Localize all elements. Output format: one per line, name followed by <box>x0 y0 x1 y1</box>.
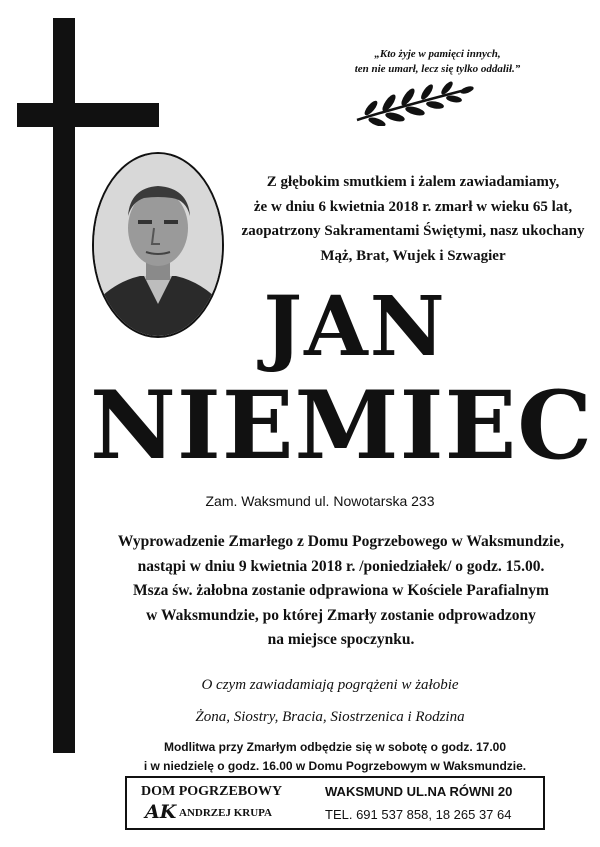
details-line-4: w Waksmundzie, po której Zmarły zostanie odprowadzony <box>146 606 536 624</box>
intro-line-2: że w dniu 6 kwietnia 2018 r. zmarł w wieku 65 lat, <box>253 198 573 215</box>
deceased-first-name: JAN <box>263 279 447 375</box>
laurel-branch-icon <box>355 80 475 126</box>
quote-line-2: ten nie umarł, lecz się tylko oddalił.” <box>354 63 521 75</box>
details-line-1: Wyprowadzenie Zmarłego z Domu Pogrzebowego w Waksmundzie, <box>117 533 565 550</box>
prayer-line-2: i w niedzielę o godz. 16.00 w Domu Pogrzebowym w Waksmundzie. <box>143 759 527 773</box>
funeral-home-box <box>125 776 545 830</box>
mourners-label: O czym zawiadamiają pogrążeni w żałobie <box>201 677 459 693</box>
funeral-details <box>82 530 600 653</box>
funeral-home-name: DOM POGRZEBOWY <box>141 784 283 799</box>
funeral-home-owner: ANDRZEJ KRUPA <box>179 807 272 819</box>
cross-vertical-bar <box>53 18 75 753</box>
funeral-home-address: WAKSMUND UL.NA RÓWNI 20 <box>325 784 513 799</box>
intro-line-1: Z głębokim smutkiem i żalem zawiadamiamy, <box>266 174 560 190</box>
details-line-2: nastąpi w dniu 9 kwietnia 2018 r. /poniedziałek/ o godz. 15.00. <box>137 557 545 575</box>
deceased-last-name: NIEMIEC <box>90 371 594 481</box>
mourners-family: Żona, Siostry, Bracia, Siostrzenica i Rodzina <box>195 709 465 725</box>
cross-horizontal-bar <box>17 103 159 127</box>
memorial-quote <box>320 47 555 77</box>
funeral-home-logo: AK <box>145 801 177 823</box>
quote-line-1: „Kto żyje w pamięci innych, <box>374 48 501 60</box>
prayer-line-1: Modlitwa przy Zmarłym odbędzie się w sobotę o godz. 17.00 <box>163 740 507 754</box>
deceased-address: Zam. Waksmund ul. Nowotarska 233 <box>205 493 435 509</box>
funeral-home-phone: TEL. 691 537 858, 18 265 37 64 <box>325 807 512 822</box>
intro-line-3: zaopatrzony Sakramentami Świętymi, nasz ukochany <box>241 223 585 239</box>
prayer-info <box>110 738 560 776</box>
portrait-photo <box>92 152 224 338</box>
announcement-intro <box>226 170 600 268</box>
details-line-3: Msza św. żałobna zostanie odprawiona w Kościele Parafialnym <box>133 582 549 599</box>
intro-line-4: Mąż, Brat, Wujek i Szwagier <box>320 247 506 264</box>
details-line-5: na miejsce spoczynku. <box>267 631 415 648</box>
